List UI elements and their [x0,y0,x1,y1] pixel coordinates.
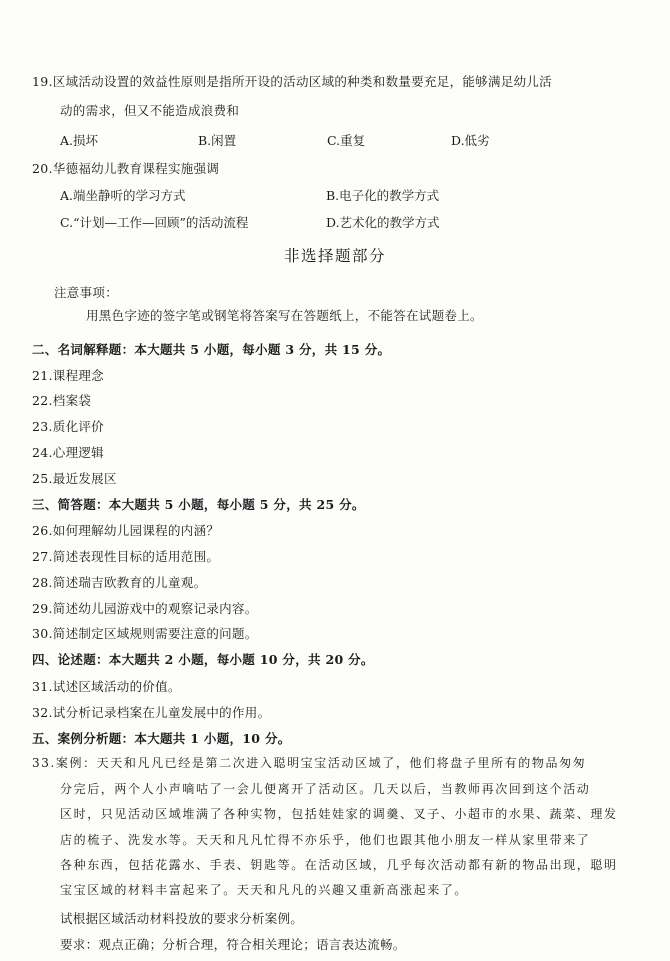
q20-option-b: B.电子化的教学方式 [326,188,440,203]
q20-line1: 20.华德福幼儿教育课程实施强调 [32,161,220,176]
part2-heading: 二、名词解释题：本大题共 5 小题，每小题 3 分，共 15 分。 [32,342,391,357]
notice-heading: 注意事项： [54,285,119,300]
q19-option-c: C.重复 [327,133,366,148]
q19-line1: 19.区域活动设置的效益性原则是指所开设的活动区域的种类和数量要充足，能够满足幼儿活 [32,74,552,89]
q20-option-d: D.艺术化的教学方式 [326,215,440,230]
q33-line1: 33.案例：天天和凡凡已经是第二次进入聪明宝宝活动区域了，他们将盘子里所有的物品匆匆 [32,756,587,770]
q19-option-b: B.闲置 [198,133,237,148]
q33-requirements: 要求：观点正确；分析合理，符合相关理论；语言表达流畅。 [60,937,406,952]
part5-heading: 五、案例分析题：本大题共 1 小题，10 分。 [32,731,291,746]
q28: 28.简述瑞吉欧教育的儿童观。 [32,575,207,590]
section-title: 非选择题部分 [283,247,386,265]
q19-line2: 动的需求，但又不能造成浪费和 [60,103,240,118]
q21: 21.课程理念 [32,368,104,383]
q33-line4: 店的梳子、洗发水等。天天和凡凡忙得不亦乐乎，他们也跟其他小朋友一样从家里带来了 [60,833,591,847]
q19-option-a: A.损坏 [60,133,99,148]
q29: 29.简述幼儿园游戏中的观察记录内容。 [32,601,258,616]
q33-line5: 各种东西，包括花露水、手表、钥匙等。在活动区域，几乎每次活动都有新的物品出现，聪明 [60,858,618,872]
q33-line2: 分完后，两个人小声嘀咕了一会儿便离开了活动区。几天以后，当教师再次回到这个活动 [60,782,591,796]
part3-heading: 三、简答题：本大题共 5 小题，每小题 5 分，共 25 分。 [32,497,365,512]
notice-text: 用黑色字迹的签字笔或钢笔将答案写在答题纸上，不能答在试题卷上。 [86,308,483,323]
q25: 25.最近发展区 [32,471,117,486]
q32: 32.试分析记录档案在儿童发展中的作用。 [32,705,271,720]
q26: 26.如何理解幼儿园课程的内涵？ [32,523,220,538]
part4-heading: 四、论述题：本大题共 2 小题，每小题 10 分，共 20 分。 [32,652,374,667]
q19-option-d: D.低劣 [451,133,490,148]
q33-line6: 宝宝区域的材料丰富起来了。天天和凡凡的兴趣又重新高涨起来了。 [60,883,469,897]
q33-line3: 区时，只见活动区域堆满了各种实物，包括娃娃家的调羹、叉子、小超市的水果、蔬菜、理发 [60,807,618,821]
q23: 23.质化评价 [32,419,104,434]
q33-task: 试根据区域活动材料投放的要求分析案例。 [60,911,304,926]
q20-option-c: C.“计划—工作—回顾”的活动流程 [60,215,249,230]
q27: 27.简述表现性目标的适用范围。 [32,549,220,564]
q30: 30.简述制定区域规则需要注意的问题。 [32,626,258,641]
q20-option-a: A.端坐静听的学习方式 [60,188,186,203]
q22: 22.档案袋 [32,393,92,408]
q31: 31.试述区域活动的价值。 [32,679,181,694]
q24: 24.心理逻辑 [32,445,104,460]
